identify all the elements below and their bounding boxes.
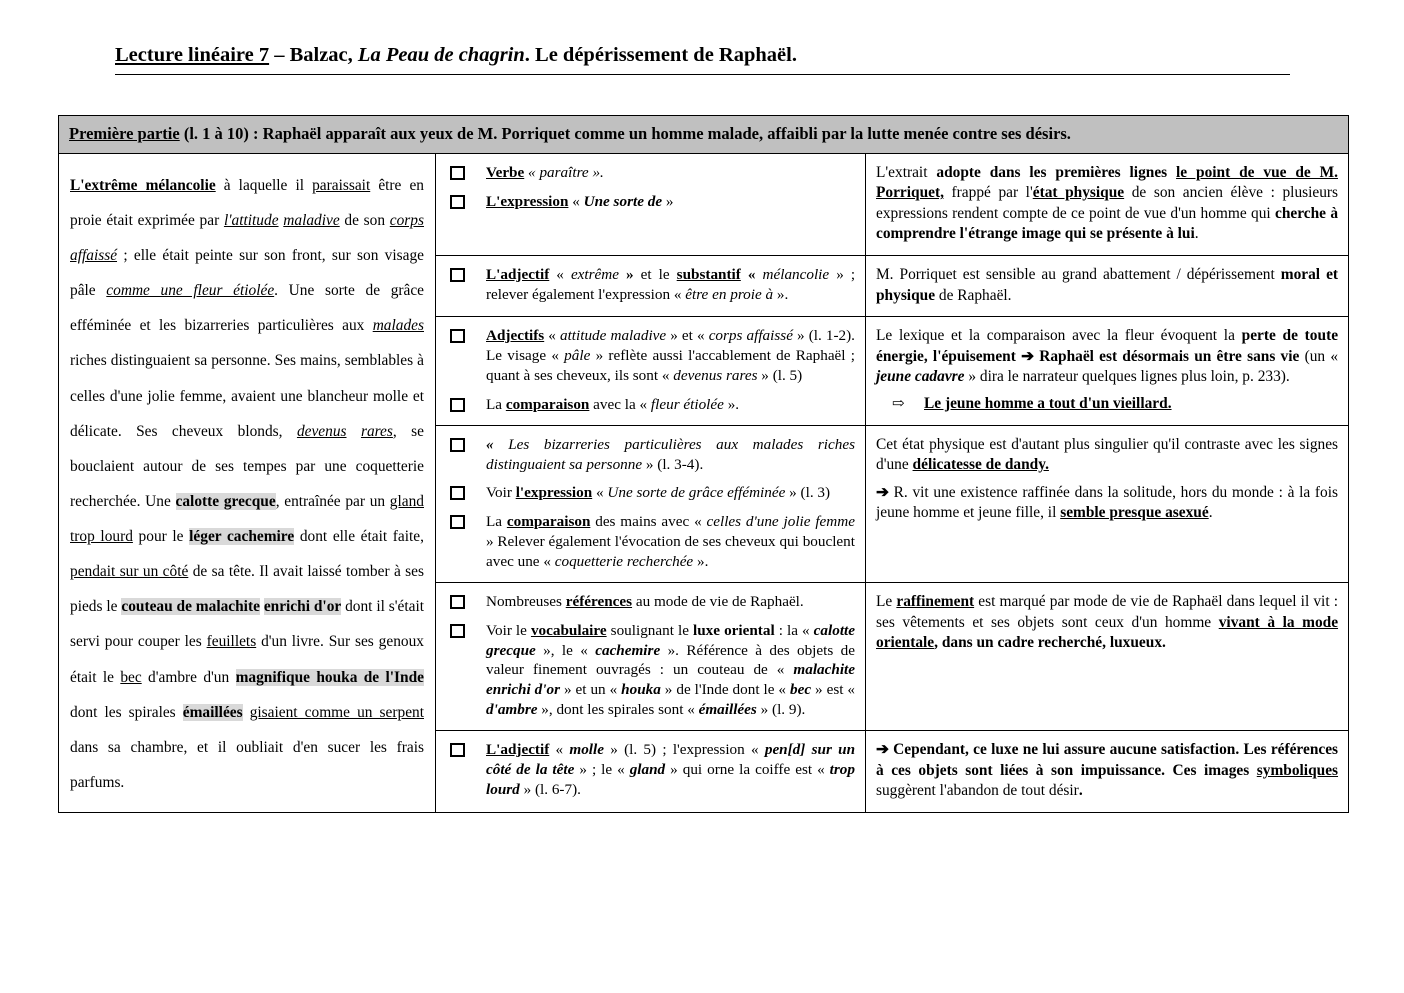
title-lead: Lecture linéaire 7 (115, 44, 270, 66)
list-item: Voir le vocabulaire soulignant le luxe oriental : la « calotte grecque », le « cachemire ». Référence à des objets de valeur finement ouvragés : un couteau de « malachite enrichi d'or » et un « houka » de l'Inde dont le « bec » est « d'ambre », dont les spirales sont « émaillées » (l. 9). (446, 621, 855, 720)
procedes-cell-row-5 (436, 583, 866, 731)
list-item: Nombreuses références au mode de vie de Raphaël. (446, 592, 855, 612)
interpretation-cell-row-4 (866, 425, 1349, 582)
conclusion-list (876, 394, 1338, 414)
paragraph: Le lexique et la comparaison avec la fleur évoquent la perte de toute énergie, l'épuisement ➔ Raphaël est désormais un être sans vie (un « jeune cadavre » dira le narrateur quelques lignes plus loin, p. 233). (876, 327, 1339, 386)
interpretation-cell-row-5 (866, 583, 1349, 731)
empty-checkbox-icon[interactable] (450, 329, 465, 343)
empty-checkbox-icon[interactable] (450, 166, 465, 180)
list-item: « Les bizarreries particulières aux malades riches distinguaient sa personne » (l. 3-4). (446, 435, 855, 475)
empty-checkbox-icon[interactable] (450, 195, 465, 209)
list-item (876, 394, 1338, 414)
section-heading (69, 124, 1338, 144)
list-item: Verbe « paraître ». (446, 163, 855, 183)
checkbox-list (446, 592, 855, 720)
procedes-cell-row-6 (436, 731, 866, 813)
checkbox-list (446, 435, 855, 572)
procedes-cell-row-4 (436, 425, 866, 582)
title-tail: . Le dépérissement de Raphaël. (524, 44, 797, 66)
analysis-table (58, 115, 1349, 813)
empty-checkbox-icon[interactable] (450, 486, 465, 500)
empty-checkbox-icon[interactable] (450, 743, 465, 757)
list-item: Voir l'expression « Une sorte de grâce efféminée » (l. 3) (446, 483, 855, 503)
checkbox-list (446, 326, 855, 414)
interpretation-cell-row-2 (866, 256, 1349, 317)
page-title (115, 44, 1290, 75)
interpretation-cell-row-1 (866, 153, 1349, 255)
empty-checkbox-icon[interactable] (450, 398, 465, 412)
paragraph: ➔ Cependant, ce luxe ne lui assure aucune satisfaction. Les références à ces objets sont liées à son impuissance. Ces images symboliques suggèrent l'abandon de tout désir. (876, 741, 1339, 800)
section-heading-label: Première partie (69, 124, 180, 143)
interpretation-cell-row-3 (866, 317, 1349, 425)
table-header-cell (59, 116, 1349, 154)
table-row (59, 153, 1349, 255)
checkbox-list (446, 740, 855, 799)
procedes-cell-row-2 (436, 256, 866, 317)
interpretation-cell-row-6 (866, 731, 1349, 813)
empty-checkbox-icon[interactable] (450, 624, 465, 638)
paragraph: L'extrait adopte dans les premières lignes le point de vue de M. Porriquet, frappé par l'état physique de son ancien élève : plusieurs expressions rendent compte de ce point de vue d'un homme qui cherche à comprendre l'étrange image qui se présente à lui. (876, 163, 1339, 243)
solid-arrow-icon: ➔ (876, 741, 889, 759)
hollow-arrow-icon: ⇨ (892, 395, 905, 412)
procedes-cell-row-3 (436, 317, 866, 425)
document-title-block (115, 44, 1290, 75)
empty-checkbox-icon[interactable] (450, 515, 465, 529)
section-heading-rest: (l. 1 à 10) : Raphaël apparaît aux yeux de M. Porriquet comme un homme malade, affaibli par la lutte menée contre ses désirs. (179, 124, 1071, 143)
paragraph: Cet état physique est d'autant plus singulier qu'il contraste avec les signes d'une délicatesse de dandy. (876, 435, 1339, 474)
paragraph: M. Porriquet est sensible au grand abattement / dépérissement moral et physique de Raphaël. (876, 266, 1339, 304)
procedes-cell-row-1 (436, 153, 866, 255)
quote-column-cell (59, 153, 436, 812)
solid-arrow-icon: ➔ (876, 483, 889, 501)
table-header-row (59, 116, 1349, 154)
empty-checkbox-icon[interactable] (450, 438, 465, 452)
empty-checkbox-icon[interactable] (450, 268, 465, 282)
empty-checkbox-icon[interactable] (450, 595, 465, 609)
checkbox-list (446, 265, 855, 305)
list-item: L'adjectif « molle » (l. 5) ; l'expression « pen[d] sur un côté de la tête » ; le « gland » qui orne la coiffe est « trop lourd » (l. 6-7). (446, 740, 855, 799)
checkbox-list (446, 163, 855, 212)
conclusion-text: Le jeune homme a tout d'un vieillard. (924, 394, 1172, 412)
balzac-quote: L'extrême mélancolie à laquelle il paraissait être en proie était exprimée par l'attitude maladive de son corps affaissé ; elle était peinte sur son front, sur son visage pâle comme une fleur étiolée. Une sorte de grâce efféminée et les bizarreries particulières aux malades riches distinguaient sa personne. Ses mains, semblables à celles d'une jolie femme, avaient une blancheur molle et délicate. Ses cheveux blonds, devenus rares, se bouclaient autour de ses tempes par une coquetterie recherchée. Une calotte grecque, entraînée par un gland trop lourd pour le léger cachemire dont elle était faite, pendait sur un côté de sa tête. Il avait laissé tomber à ses pieds le couteau de malachite enrichi d'or dont il s'était servi pour couper les feuillets d'un livre. Sur ses genoux était le bec d'ambre d'un magnifique houka de l'Inde dont les spirales émaillées gisaient comme un serpent dans sa chambre, et il oubliait d'en sucer les frais parfums. (70, 176, 425, 791)
title-work: La Peau de chagrin (357, 44, 525, 66)
list-item: La comparaison des mains avec « celles d'une jolie femme » Relever également l'évocation de ses cheveux qui bouclent avec une « coquetterie recherchée ». (446, 512, 855, 571)
paragraph: Le raffinement est marqué par mode de vie de Raphaël dans lequel il vit : ses vêtements et ses objets sont ceux d'un homme vivant à la mode orientale, dans un cadre recherché, luxueux. (876, 593, 1339, 652)
title-dash: – Balzac, (269, 44, 358, 66)
list-item: La comparaison avec la « fleur étiolée ». (446, 395, 855, 415)
list-item: L'expression « Une sorte de » (446, 192, 855, 212)
list-item: L'adjectif « extrême » et le substantif « mélancolie » ; relever également l'expression « être en proie à ». (446, 265, 855, 305)
list-item: Adjectifs « attitude maladive » et « corps affaissé » (l. 1-2). Le visage « pâle » reflète aussi l'accablement de Raphaël ; quant à ses cheveux, ils sont « devenus rares » (l. 5) (446, 326, 855, 385)
paragraph: ➔ R. vit une existence raffinée dans la solitude, hors du monde : à la fois jeune homme et jeune fille, il semble presque asexué. (876, 483, 1339, 522)
